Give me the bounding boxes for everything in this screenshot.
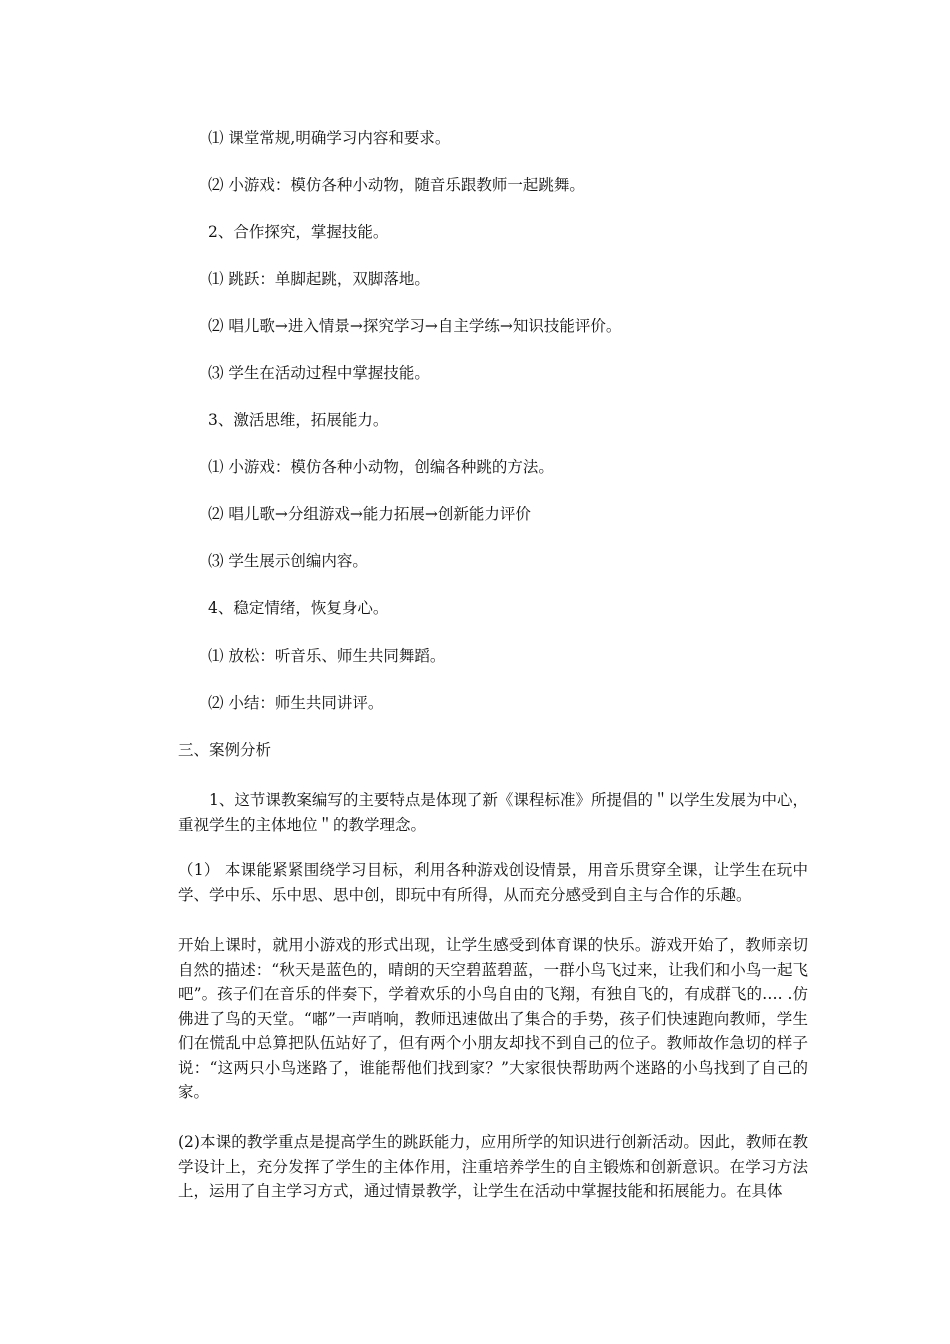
- paragraph: (2)本课的教学重点是提高学生的跳跃能力，应用所学的知识进行创新活动。因此，教师在教学设计上，充分发挥了学生的主体作用，注重培养学生的自主锻炼和创新意识。在学习方法上，运用了自主学习方式，通过情景教学，让学生在活动中掌握技能和拓展能力。在具体: [178, 1133, 808, 1200]
- list-item: 2、合作探究，掌握技能。: [208, 223, 389, 241]
- list-item: ⑴ 课堂常规,明确学习内容和要求。: [208, 129, 451, 147]
- list-item: ⑶ 学生在活动过程中掌握技能。: [208, 364, 430, 382]
- list-item: ⑵ 小结：师生共同讲评。: [208, 694, 384, 712]
- section-heading: 三、案例分析: [178, 741, 272, 759]
- list-item: 3、激活思维，拓展能力。: [208, 411, 389, 429]
- paragraph: （1） 本课能紧紧围绕学习目标，利用各种游戏创设情景，用音乐贯穿全课，让学生在玩中学、学中乐、乐中思、思中创，即玩中有所得，从而充分感受到自主与合作的乐趣。: [178, 861, 808, 904]
- list-item: ⑴ 跳跃：单脚起跳，双脚落地。: [208, 270, 430, 288]
- paragraph: 1、这节课教案编写的主要特点是体现了新《课程标准》所提倡的＂以学生发展为中心，重视学生的主体地位＂的教学理念。: [178, 791, 808, 834]
- paragraph: 开始上课时，就用小游戏的形式出现，让学生感受到体育课的快乐。游戏开始了，教师亲切自然的描述：“秋天是蓝色的，晴朗的天空碧蓝碧蓝，一群小鸟飞过来，让我们和小鸟一起飞吧”。孩子们在音乐的伴奏下，学着欢乐的小鸟自由的飞翔，有独自飞的，有成群飞的…. .仿佛进了鸟的天堂。“嘟”一声哨响，教师迅速做出了集合的手势，孩子们快速跑向教师，学生们在慌乱中总算把队伍站好了，但有两个小朋友却找不到自己的位子。教师故作急切的样子说：“这两只小鸟迷路了，谁能帮他们找到家？”大家很快帮助两个迷路的小鸟找到了自己的家。: [178, 936, 808, 1101]
- list-item: 4、稳定情绪，恢复身心。: [208, 599, 389, 617]
- list-item: ⑴ 放松：听音乐、师生共同舞蹈。: [208, 647, 446, 665]
- list-item: ⑵ 唱儿歌→分组游戏→能力拓展→创新能力评价: [208, 505, 531, 523]
- list-item: ⑵ 唱儿歌→进入情景→探究学习→自主学练→知识技能评价。: [208, 317, 622, 335]
- list-item: ⑴ 小游戏：模仿各种小动物，创编各种跳的方法。: [208, 458, 554, 476]
- list-item: ⑵ 小游戏：模仿各种小动物，随音乐跟教师一起跳舞。: [208, 176, 585, 194]
- list-item: ⑶ 学生展示创编内容。: [208, 552, 368, 570]
